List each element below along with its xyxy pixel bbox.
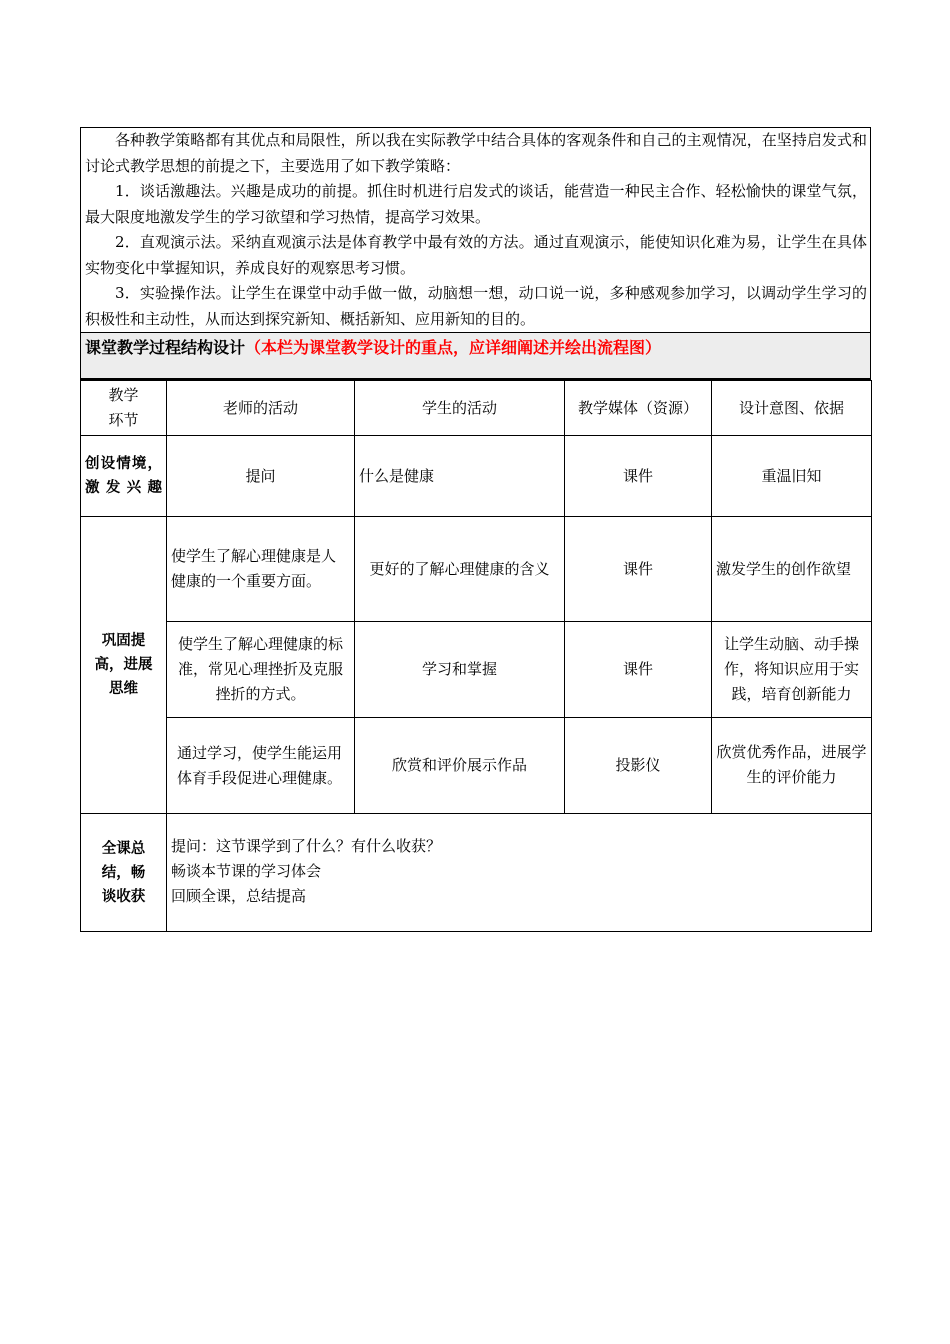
intent-cell: 重温旧知 — [712, 436, 872, 517]
strategy-item-2: 2．直观演示法。采纳直观演示法是体育教学中最有效的方法。通过直观演示，能使知识化难为易，让学生在具体实物变化中掌握知识，养成良好的观察思考习惯。 — [85, 233, 867, 277]
header-media: 教学媒体（资源） — [565, 381, 712, 436]
student-activity-cell: 更好的了解心理健康的含义 — [355, 517, 565, 622]
header-teacher-activity: 老师的活动 — [167, 381, 355, 436]
section-note: （本栏为课堂教学设计的重点，应详细阐述并绘出流程图） — [245, 338, 662, 357]
student-activity-cell: 学习和掌握 — [355, 622, 565, 718]
teacher-activity-cell: 通过学习，使学生能运用体育手段促进心理健康。 — [167, 718, 355, 814]
stage-name: 创设情境，激发兴趣 — [81, 436, 167, 517]
summary-line: 畅谈本节课的学习体会 — [171, 862, 322, 880]
header-stage: 教学环节 — [81, 381, 167, 436]
summary-line: 回顾全课，总结提高 — [171, 887, 307, 905]
media-cell: 投影仪 — [565, 718, 712, 814]
section-title: 课堂教学过程结构设计 — [85, 338, 246, 357]
teaching-process-table — [80, 380, 872, 932]
stage-name: 巩固提高，进展思维 — [81, 517, 167, 814]
strategy-item-1: 1．谈话激趣法。兴趣是成功的前提。抓住时机进行启发式的谈话，能营造一种民主合作、轻松愉快的课堂气氛，最大限度地激发学生的学习欲望和学习热情，提高学习效果。 — [85, 182, 867, 226]
table-row — [81, 517, 872, 622]
table-header-row — [81, 381, 872, 436]
intent-cell: 激发学生的创作欲望 — [712, 517, 872, 622]
intent-cell: 让学生动脑、动手操作，将知识应用于实践，培育创新能力 — [712, 622, 872, 718]
media-cell: 课件 — [565, 517, 712, 622]
teacher-activity-cell: 提问 — [167, 436, 355, 517]
table-row — [81, 622, 872, 718]
student-activity-cell: 什么是健康 — [355, 436, 565, 517]
media-cell: 课件 — [565, 436, 712, 517]
summary-line: 提问：这节课学到了什么？有什么收获？ — [171, 837, 442, 855]
teacher-activity-cell: 使学生了解心理健康是人健康的一个重要方面。 — [167, 517, 355, 622]
header-student-activity: 学生的活动 — [355, 381, 565, 436]
summary-cell — [167, 814, 872, 932]
student-activity-cell: 欣赏和评价展示作品 — [355, 718, 565, 814]
lesson-plan-page — [80, 127, 871, 932]
media-cell: 课件 — [565, 622, 712, 718]
strategy-item-3: 3．实验操作法。让学生在课堂中动手做一做，动脑想一想，动口说一说，多种感观参加学习，以调动学生学习的积极性和主动性，从而达到探究新知、概括新知、应用新知的目的。 — [85, 284, 867, 328]
teacher-activity-cell: 使学生了解心理健康的标准，常见心理挫折及克服挫折的方式。 — [167, 622, 355, 718]
table-row — [81, 814, 872, 932]
strategy-intro: 各种教学策略都有其优点和局限性，所以我在实际教学中结合具体的客观条件和自己的主观情况，在坚持启发式和讨论式教学思想的前提之下，主要选用了如下教学策略： — [85, 131, 867, 175]
header-intent: 设计意图、依据 — [712, 381, 872, 436]
stage-name: 全课总结，畅谈收获 — [81, 814, 167, 932]
teaching-strategy-section — [80, 127, 871, 332]
section-header — [80, 332, 871, 380]
table-row — [81, 718, 872, 814]
intent-cell: 欣赏优秀作品，进展学生的评价能力 — [712, 718, 872, 814]
table-row — [81, 436, 872, 517]
